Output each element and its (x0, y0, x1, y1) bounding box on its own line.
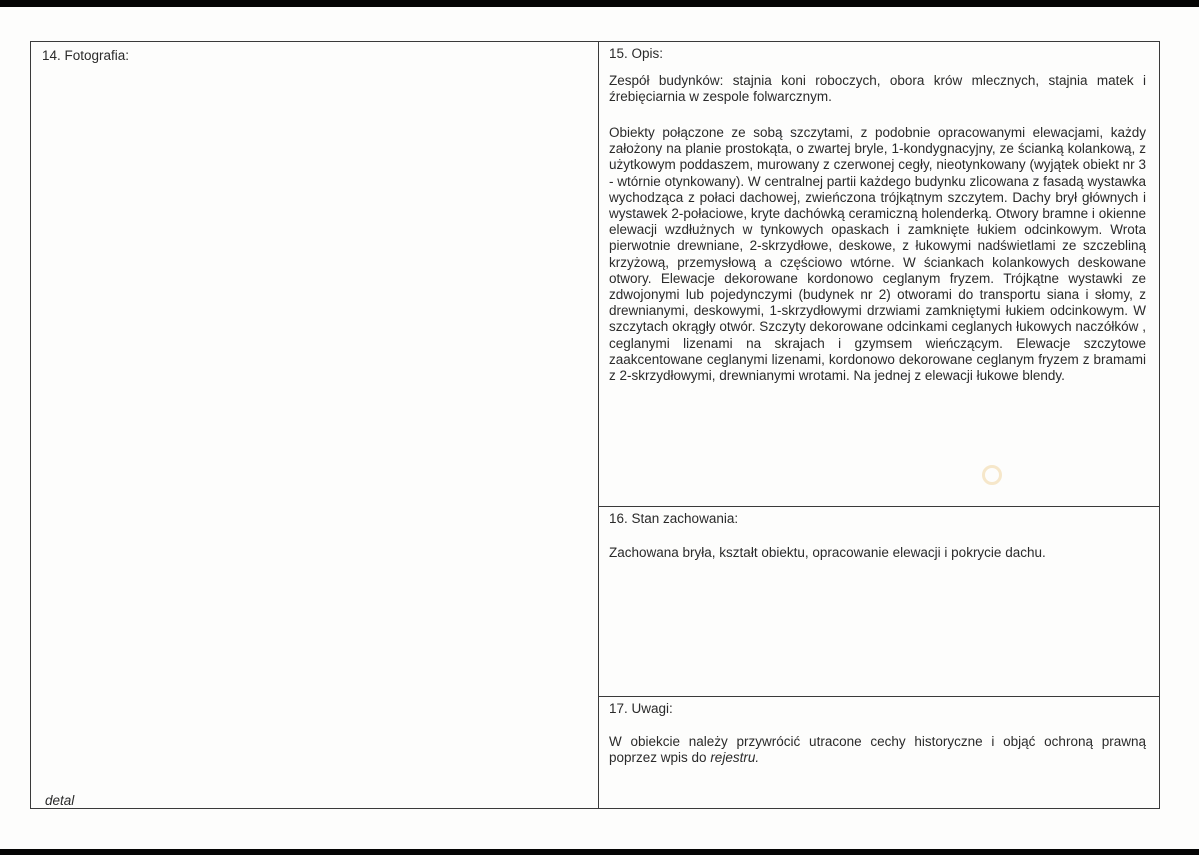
remarks-text-italic: rejestru. (710, 750, 760, 766)
remarks-text: W obiekcie należy przywrócić utracone cechy historyczne i objąć ochroną prawną poprzez wpis do (609, 734, 1146, 766)
condition-text: Zachowana bryła, kształt obiektu, opracowanie elewacji i pokrycie dachu. (609, 545, 1046, 560)
description-paragraph-1: Zespół budynków: stajnia koni roboczych, obora krów mlecznych, stajnia matek i źrebięciarnia w zespole folwarcznym. (609, 73, 1146, 105)
condition-heading: 16. Stan zachowania: (609, 511, 739, 526)
record-card-table (30, 41, 1160, 809)
scan-edge-top (0, 0, 1199, 7)
faint-stamp-mark (982, 465, 1002, 485)
remarks-heading: 17. Uwagi: (609, 701, 673, 716)
remarks-cell (599, 697, 1159, 808)
remarks-text-block (609, 734, 1146, 766)
description-paragraph-2: Obiekty połączone ze sobą szczytami, z podobnie opracowanymi elewacjami, każdy założony na planie prostokąta, o zwartej bryle, 1-kondygnacyjny, ze ścianką kolankową, z użytkowym poddaszem, murowany z czerwonej cegły, nieotynkowany (wyjątek obiekt nr 3 - wtórnie otynkowany). W centralnej partii każdego budynku zlicowana z fasadą wystawka wychodząca z połaci dachowej, zwieńczona trójkątnym szczytem. Dachy brył głównych i wystawek 2-połaciowe, kryte dachówką ceramiczną holenderką. Otwory bramne i okienne elewacji wzdłużnych w tynkowych opaskach i zamknięte łukiem odcinkowym. Wrota pierwotnie drewniane, 2-skrzydłowe, deskowe, z łukowymi nadświetlami ze szczebliną krzyżową, przemysłową a częściowo wtórne. W ściankach kolankowych deskowane otwory. Elewacje dekorowane kordonowo ceglanym fryzem. Trójkątne wystawki ze zdwojonymi lub pojedynczymi (budynek nr 2) otworami do transportu siana i słomy, z drewnianymi, deskowymi, 1-skrzydłowymi drzwiami zamkniętymi łukiem odcinkowym. W szczytach okrągły otwór. Szczyty dekorowane odcinkami ceglanych łukowych naczółków , ceglanymi lizenami na skrajach i gzymsem wieńczącym. Elewacje szczytowe zaakcentowane ceglanymi lizenami, kordonowo dekorowane ceglanym fryzem z bramami z 2-skrzydłowymi, drewnianymi wrotami. Na jednej z elewacji łukowe blendy. (609, 125, 1146, 384)
scan-edge-bottom (0, 849, 1199, 855)
condition-cell (599, 507, 1159, 697)
description-heading: 15. Opis: (609, 46, 664, 61)
photo-cell (31, 42, 599, 808)
photo-caption: detal (45, 793, 75, 808)
description-column (599, 42, 1159, 808)
photo-label: 14. Fotografia: (42, 48, 130, 63)
description-cell (599, 42, 1159, 507)
